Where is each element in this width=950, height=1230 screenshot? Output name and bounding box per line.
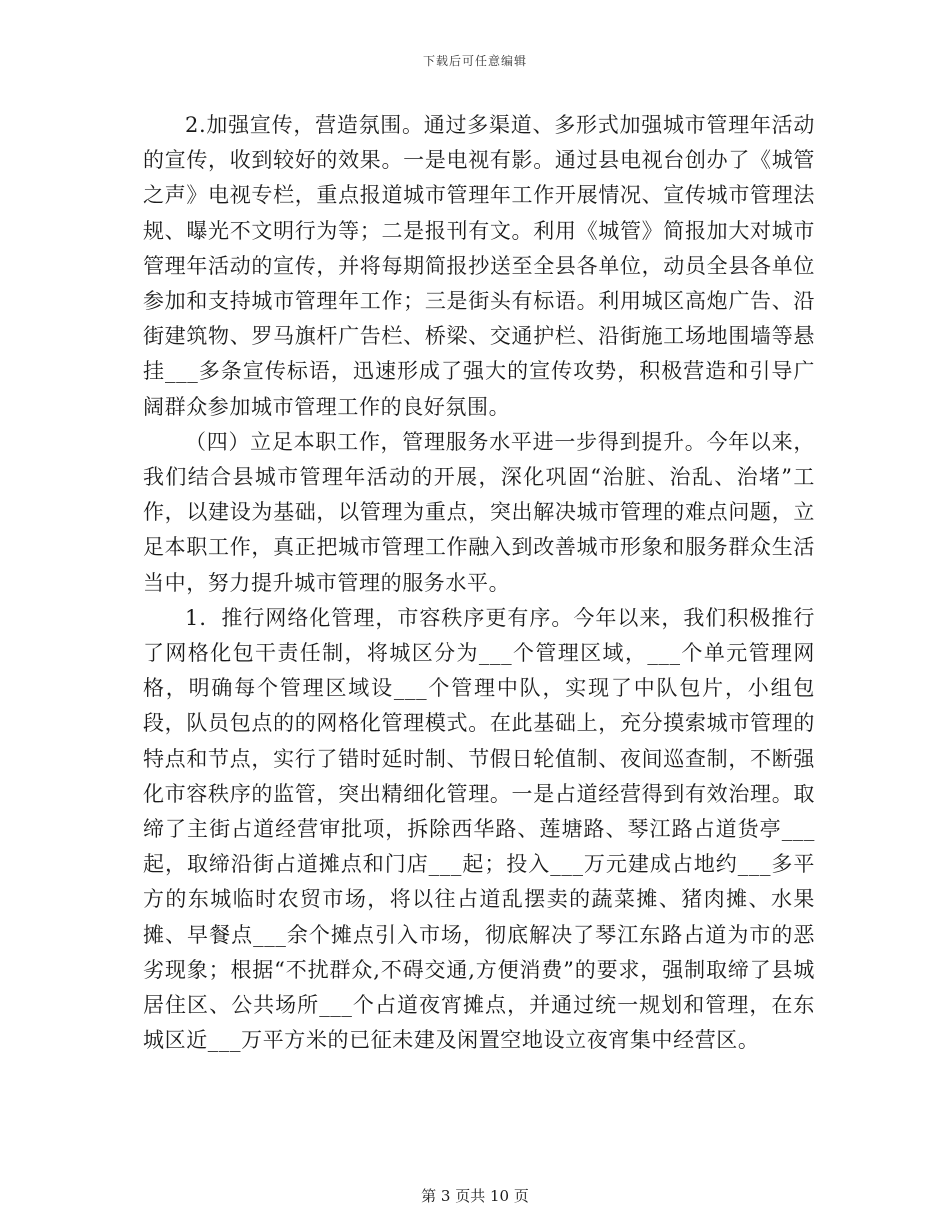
paragraph-section-four: （四）立足本职工作，管理服务水平进一步得到提升。今年以来，我们结合县城市管理年活动的开展，深化巩固“治脏、治乱、治堵”工作，以建设为基础，以管理为重点，突出解决城市管理的难点问题，立足本职工作，真正把城市管理工作融入到改善城市形象和服务群众生活当中，努力提升城市管理的服务水平。 [143, 429, 815, 595]
document-body [143, 108, 815, 1058]
page-number: 第 3 页共 10 页 [421, 1187, 529, 1205]
paragraph-grid-management: 1．推行网络化管理，市容秩序更有序。今年以来，我们积极推行了网格化包干责任制，将城区分为___个管理区域，___个单元管理网格，明确每个管理区域设___个管理中队，实现了中队包片，小组包段，队员包点的的网格化管理模式。在此基础上，充分摸索城市管理的特点和节点，实行了错时延时制、节假日轮值制、夜间巡查制，不断强化市容秩序的监管，突出精细化管理。一是占道经营得到有效治理。取缔了主街占道经营审批项，拆除西华路、莲塘路、琴江路占道货亭___起，取缔沿街占道摊点和门店___起；投入___万元建成占地约___多平方的东城临时农贸市场，将以往占道乱摆卖的蔬菜摊、猪肉摊、水果摊、早餐点___余个摊点引入市场，彻底解决了琴江东路占道为市的恶劣现象；根据“不扰群众,不碍交通,方便消费”的要求，强制取缔了县城居住区、公共场所___个占道夜宵摊点，并通过统一规划和管理，在东城区近___万平方米的已征未建及闲置空地设立夜宵集中经营区。 [143, 605, 815, 1053]
paragraph-publicity: 2.加强宣传，营造氛围。通过多渠道、多形式加强城市管理年活动的宣传，收到较好的效果。一是电视有影。通过县电视台创办了《城管之声》电视专栏，重点报道城市管理年工作开展情况、宣传城市管理法规、曝光不文明行为等；二是报刊有文。利用《城管》简报加大对城市管理年活动的宣传，并将每期简报抄送至全县各单位，动员全县各单位参加和支持城市管理年工作；三是街头有标语。利用城区高炮广告、沿街建筑物、罗马旗杆广告栏、桥梁、交通护栏、沿街施工场地围墙等悬挂___多条宣传标语，迅速形成了强大的宣传攻势，积极营造和引导广阔群众参加城市管理工作的良好氛围。 [143, 113, 815, 419]
page-header-note: 下载后可任意编辑 [422, 54, 527, 68]
